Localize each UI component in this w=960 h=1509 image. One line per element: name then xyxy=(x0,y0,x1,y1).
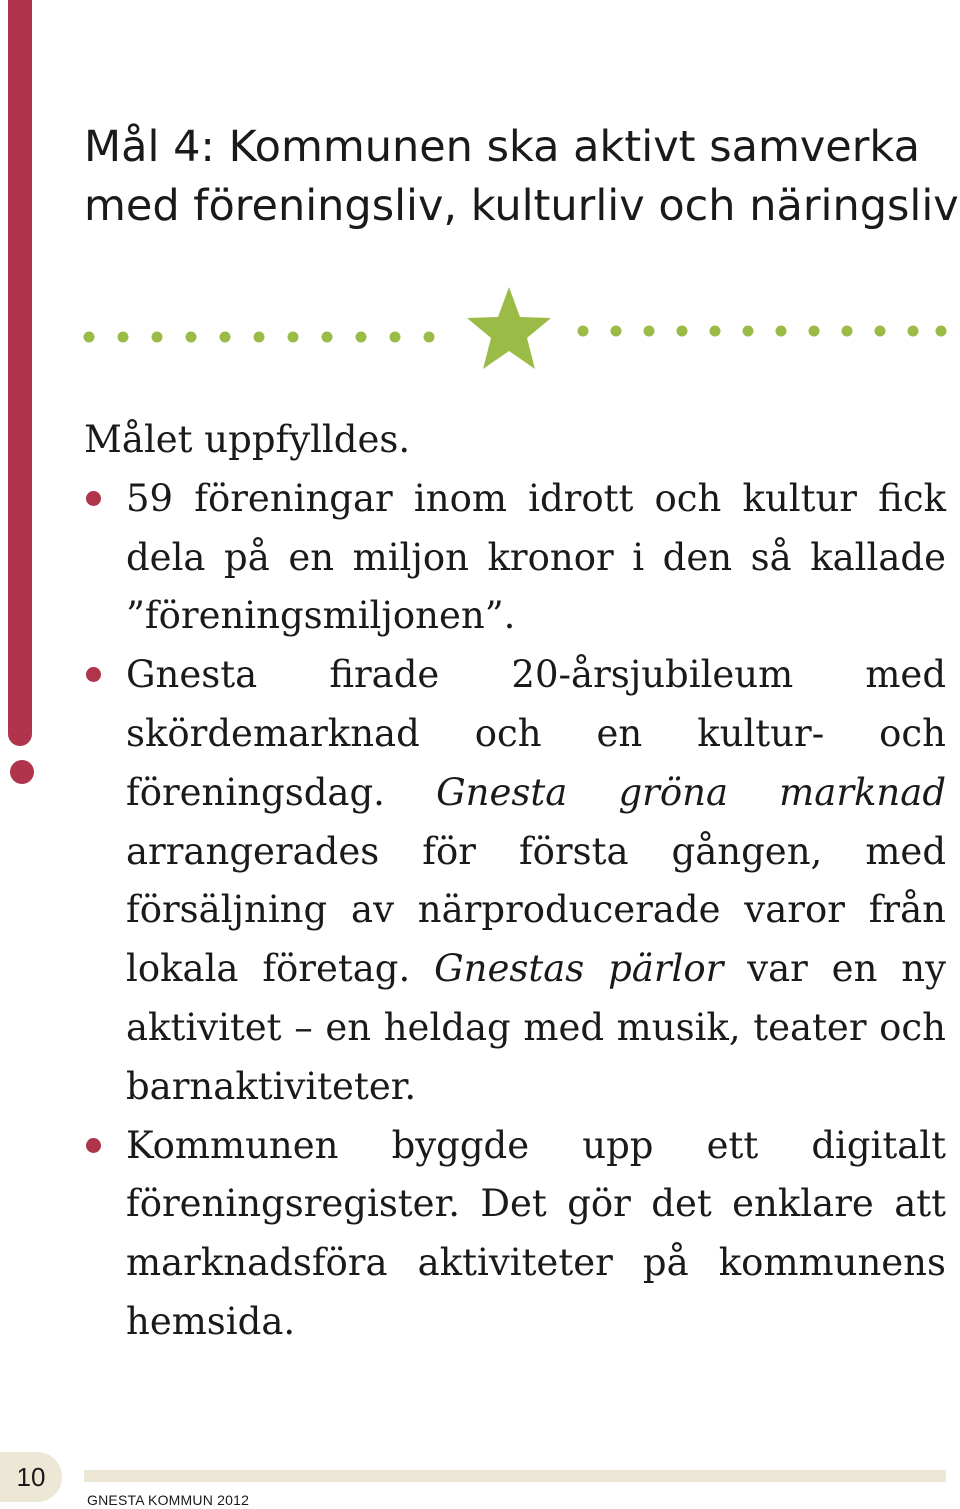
emphasized-text: Gnestas pärlor xyxy=(434,947,724,991)
side-accent-dot xyxy=(10,760,34,784)
page-title xyxy=(84,118,960,236)
bullet-icon xyxy=(86,491,101,506)
star-divider xyxy=(0,280,960,380)
emphasized-text: Gnesta gröna marknad xyxy=(436,770,946,814)
achievement-list xyxy=(84,470,946,1352)
star-divider-graphic xyxy=(0,280,960,380)
footer-band xyxy=(84,1470,946,1482)
footer-label: GNESTA KOMMUN 2012 xyxy=(87,1492,250,1508)
list-item-text: Kommunen byggde upp ett digitalt föreningsregister. Det gör det enklare att marknadsföra aktiviteter på kommunens hemsida. xyxy=(126,1123,946,1343)
bullet-icon xyxy=(86,1138,101,1153)
divider-dots-left xyxy=(84,332,435,343)
list-item xyxy=(84,470,946,646)
divider-dots-right xyxy=(578,326,947,337)
page-title-line-2: med föreningsliv, kulturliv och näringsliv xyxy=(84,181,959,231)
list-item-text: 59 föreningar inom idrott och kultur fick dela på en miljon kronor i den så kallade ”föreningsmiljonen”. xyxy=(126,476,946,638)
list-item-text: Gnesta firade 20-årsjubileum med skördemarknad och en kultur- och föreningsdag. xyxy=(126,653,946,814)
goal-body xyxy=(84,411,946,1352)
page-title-line-1: Mål 4: Kommunen ska aktivt samverka xyxy=(84,122,920,172)
list-item-text: var en ny aktivitet – en heldag med musik, teater och barnaktiviteter. xyxy=(126,947,946,1108)
bullet-icon xyxy=(86,667,101,682)
page-number: 10 xyxy=(0,1452,62,1502)
list-item xyxy=(84,1117,946,1352)
list-item xyxy=(84,646,946,1116)
star-icon xyxy=(467,287,551,369)
goal-status: Målet uppfylldes. xyxy=(84,418,411,461)
list-item-text: arrangerades för första gången, med försäljning av närproducerade varor från lokala företag. xyxy=(126,829,946,991)
